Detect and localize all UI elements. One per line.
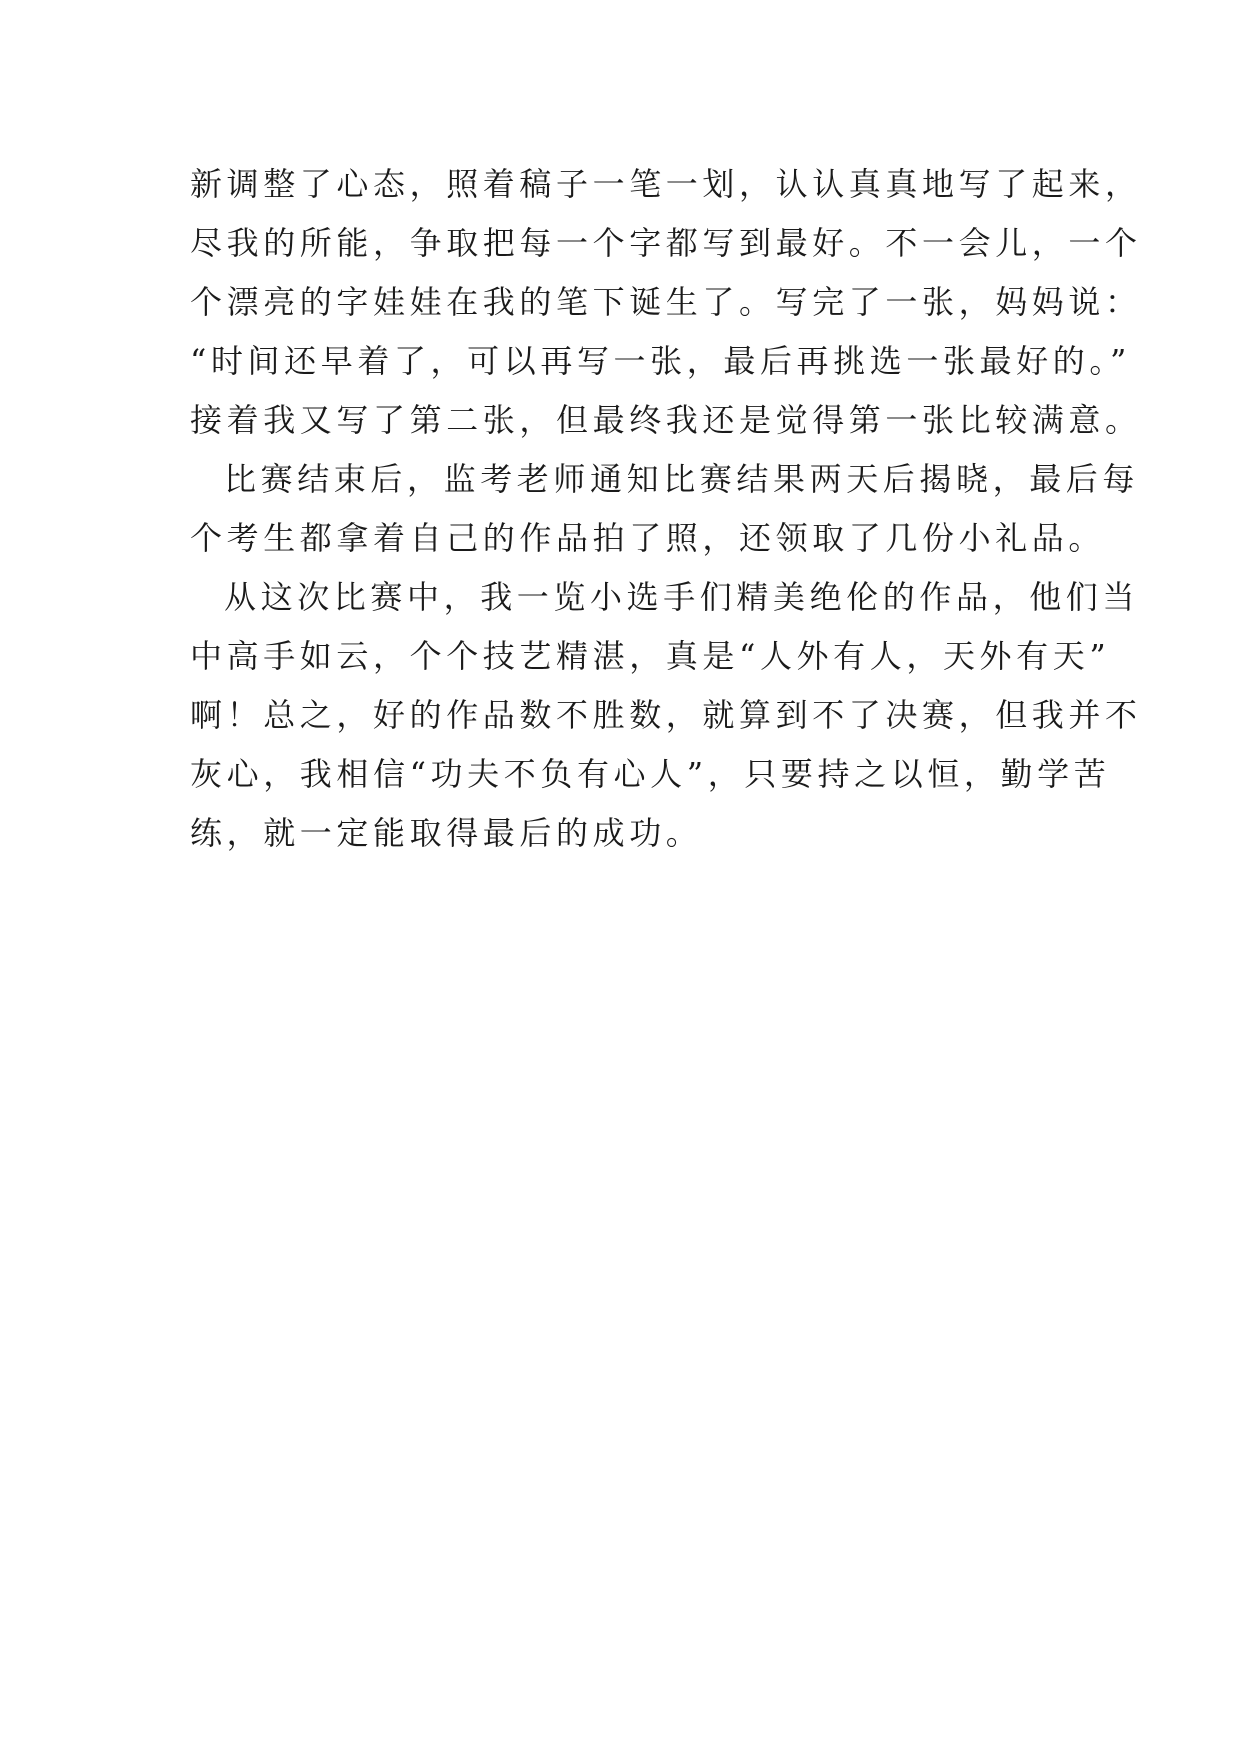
paragraph-first-line: 比赛结束后，监考老师通知比赛结果两天后揭晓，最后每 — [224, 460, 1140, 498]
text-line: 新调整了心态，照着稿子一笔一划，认认真真地写了起来， — [190, 165, 1142, 203]
text-line: 中高手如云，个个技艺精湛，真是“人外有人，天外有天” — [190, 637, 1111, 675]
essay-body — [190, 155, 1142, 863]
text-line: 接着我又写了第二张，但最终我还是觉得第一张比较满意。 — [190, 401, 1142, 439]
text-line: 灰心，我相信“功夫不负有心人”，只要持之以恒，勤学苦 — [190, 755, 1111, 793]
text-line: 啊！总之，好的作品数不胜数，就算到不了决赛，但我并不 — [190, 696, 1142, 734]
text-line: 个漂亮的字娃娃在我的笔下诞生了。写完了一张，妈妈说： — [190, 283, 1142, 321]
text-line: 个考生都拿着自己的作品拍了照，还领取了几份小礼品。 — [190, 519, 1106, 557]
text-line: “时间还早着了，可以再写一张，最后再挑选一张最好的。” — [190, 342, 1131, 380]
paragraph-first-line: 从这次比赛中，我一览小选手们精美绝伦的作品，他们当 — [224, 578, 1140, 616]
text-line: 尽我的所能，争取把每一个字都写到最好。不一会儿，一个 — [190, 224, 1142, 262]
text-line: 练，就一定能取得最后的成功。 — [190, 814, 703, 852]
